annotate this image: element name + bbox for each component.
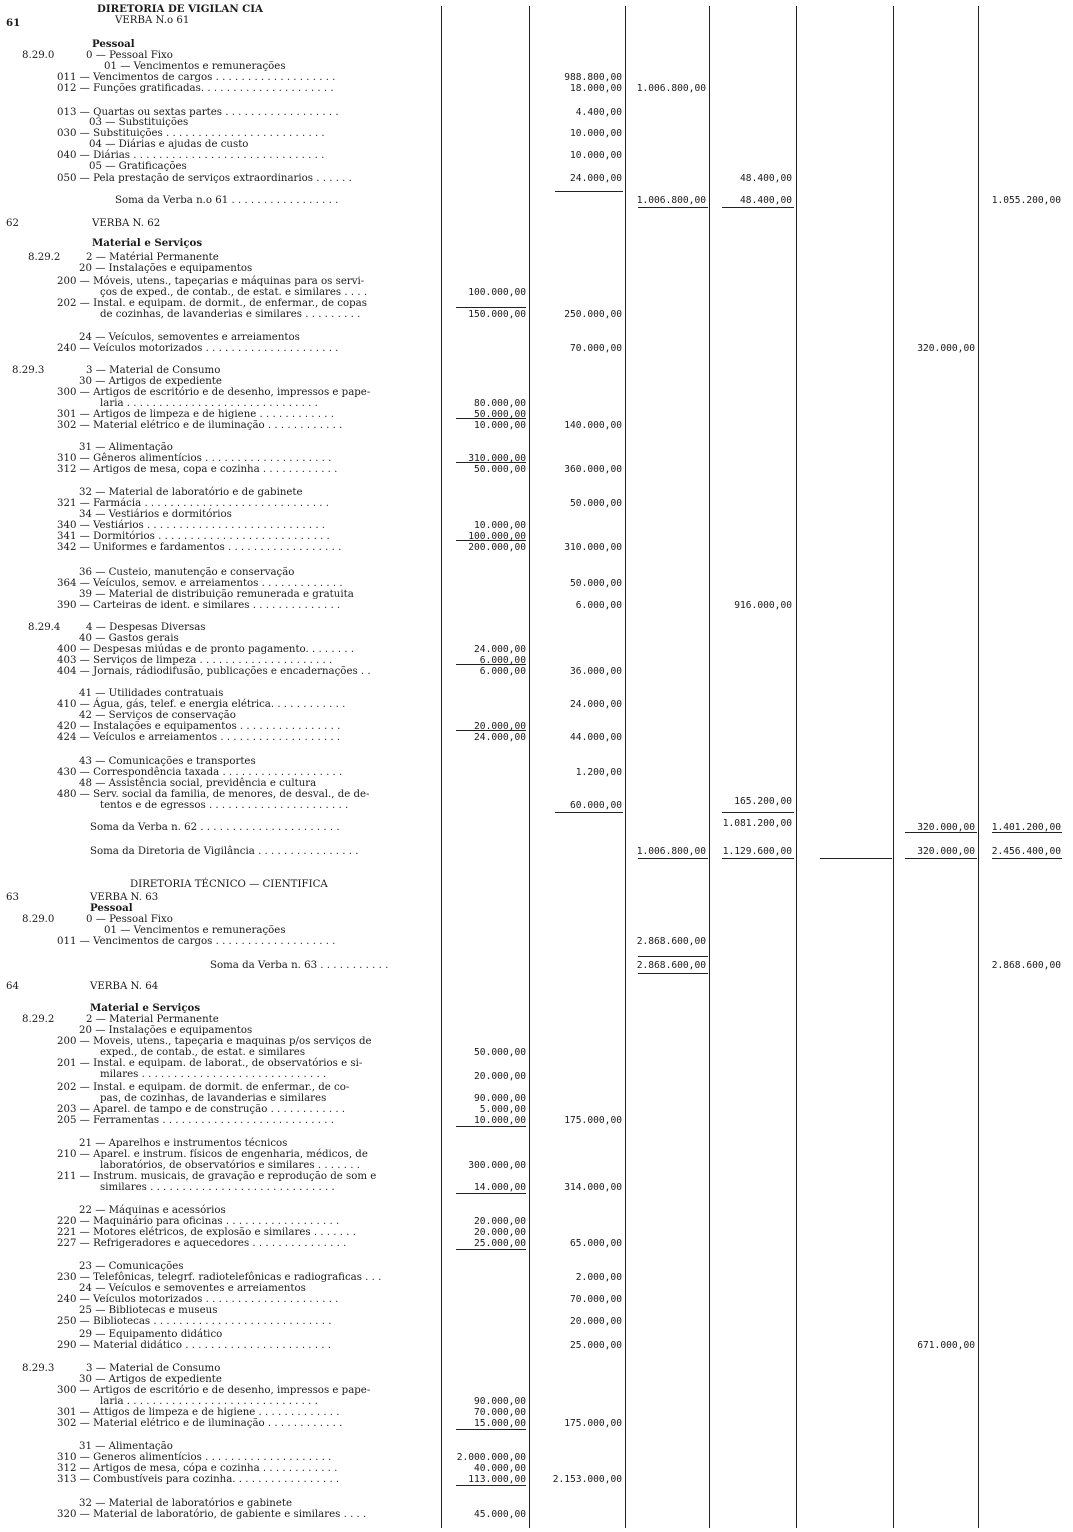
document-line: Soma da Verba n. 62 . . . . . . . . . . . . . . . . . . . . . .: [90, 822, 340, 833]
amount-value: 20.000,00: [570, 1316, 622, 1327]
document-line: 030 — Substituições . . . . . . . . . . . . . . . . . . . . . . . . .: [57, 128, 325, 139]
document-line: 40 — Gastos gerais: [79, 633, 179, 644]
document-line: 05 — Gratificações: [89, 161, 187, 172]
document-line: 03 — Substituições: [89, 117, 189, 128]
document-line: 313 — Combustíveis para cozinha. . . . . . . . . . . . . . . . .: [57, 1474, 340, 1485]
document-line: 202 — Instal. e equipam. de dormit. de enfermar., de co-: [57, 1082, 350, 1093]
subtotal-rule: [456, 1249, 526, 1250]
amount-value: 165.200,00: [734, 796, 792, 807]
amount-value: 6.000,00: [575, 600, 622, 611]
document-line: 012 — Funções gratificadas. . . . . . . . . . . . . . . . . . . . .: [57, 83, 334, 94]
document-line: 424 — Veículos e arreiamentos . . . . . . . . . . . . . . . . . . .: [57, 732, 341, 743]
document-line: VERBA N. 63: [90, 892, 159, 903]
document-line: 211 — Instrum. musicais, de gravação e reprodução de som e: [57, 1171, 377, 1182]
amount-value: 70.000,00: [474, 1407, 526, 1418]
amount-value: 10.000,00: [474, 1115, 526, 1126]
amount-value: 360.000,00: [564, 464, 622, 475]
document-line: DIRETORIA DE VIGILAN CIA: [97, 3, 263, 15]
document-line: tentos e de egressos . . . . . . . . . . . . . . . . . . . . . .: [100, 800, 349, 811]
amount-value: 2.868.600,00: [991, 960, 1061, 971]
amount-value: 90.000,00: [474, 1093, 526, 1104]
document-line: 250 — Bibliotecas . . . . . . . . . . . . . . . . . . . . . . . . . . . .: [57, 1316, 332, 1327]
document-line: 240 — Veículos motorizados . . . . . . . . . . . . . . . . . . . . .: [57, 343, 339, 354]
amount-value: 24.000,00: [570, 699, 622, 710]
document-line: pas, de cozinhas, de lavanderias e similares: [100, 1093, 327, 1104]
amount-value: 314.000,00: [564, 1182, 622, 1193]
document-line: 32 — Material de laboratórios e gabinete: [79, 1498, 292, 1509]
document-line: 30 — Artigos de expediente: [79, 376, 222, 387]
document-line: 63: [6, 892, 19, 903]
amount-value: 80.000,00: [474, 398, 526, 409]
subtotal-rule: [456, 1429, 526, 1430]
document-line: 3 — Material de Consumo: [86, 365, 221, 376]
document-line: 8.29.2: [28, 252, 61, 263]
amount-value: 175.000,00: [564, 1115, 622, 1126]
column-rule: [625, 6, 626, 1528]
amount-value: 250.000,00: [564, 309, 622, 320]
amount-value: 200.000,00: [468, 542, 526, 553]
document-line: 312 — Artigos de mesa, copa e cozinha . . . . . . . . . . . .: [57, 464, 338, 475]
document-line: 31 — Alimentação: [79, 1441, 173, 1452]
amount-value: 310.000,00: [468, 453, 526, 464]
amount-value: 20.000,00: [474, 1216, 526, 1227]
document-line: 013 — Quartas ou sextas partes . . . . . . . . . . . . . . . . . .: [57, 107, 339, 118]
amount-value: 20.000,00: [474, 1227, 526, 1238]
subtotal-rule: [638, 973, 708, 974]
document-line: 342 — Uniformes e fardamentos . . . . . . . . . . . . . . . . . .: [57, 542, 342, 553]
amount-value: 1.401.200,00: [991, 822, 1061, 833]
amount-value: 1.006.800,00: [636, 83, 706, 94]
column-rule: [441, 6, 442, 1528]
amount-value: 10.000,00: [570, 150, 622, 161]
subtotal-rule: [638, 858, 708, 859]
document-line: 42 — Serviços de conservação: [79, 710, 236, 721]
document-line: 240 — Veículos motorizados . . . . . . . . . . . . . . . . . . . . .: [57, 1294, 339, 1305]
document-line: 290 — Material didático . . . . . . . . . . . . . . . . . . . . . . .: [57, 1340, 331, 1351]
amount-value: 671.000,00: [917, 1340, 975, 1351]
amount-value: 10.000,00: [570, 128, 622, 139]
document-line: 202 — Instal. e equipam. de dormit., de enfermar., de copas: [57, 298, 367, 309]
amount-value: 18.000,00: [570, 83, 622, 94]
document-line: 320 — Material de laboratório, de gabiente e similares . . . .: [57, 1509, 367, 1520]
document-line: 8.29.0: [22, 914, 55, 925]
amount-value: 2.153.000,00: [552, 1474, 622, 1485]
document-line: 341 — Dormitórios . . . . . . . . . . . . . . . . . . . . . . . . . . .: [57, 531, 330, 542]
document-line: VERBA N.o 61: [115, 15, 190, 26]
subtotal-rule: [555, 812, 623, 813]
document-line: 404 — Jornais, rádiodifusão, publicações e encadernações . .: [57, 666, 371, 677]
document-line: 48 — Assistência social, previdência e cultura: [79, 778, 317, 789]
document-line: 011 — Vencimentos de cargos . . . . . . . . . . . . . . . . . . .: [57, 72, 336, 83]
amount-value: 2.456.400,00: [991, 846, 1061, 857]
document-line: 21 — Aparelhos e instrumentos técnicos: [79, 1138, 288, 1149]
subtotal-rule: [638, 956, 708, 957]
document-line: 39 — Material de distribuição remunerada e gratuita: [79, 589, 354, 600]
document-line: laria . . . . . . . . . . . . . . . . . . . . . . . . . . . . . .: [100, 398, 318, 409]
document-line: 221 — Motores elétricos, de explosão e similares . . . . . . .: [57, 1227, 356, 1238]
document-line: 64: [6, 981, 19, 992]
document-line: Soma da Diretoria de Vigilância . . . . . . . . . . . . . . . .: [90, 846, 359, 857]
document-line: 420 — Instalações e equipamentos . . . . . . . . . . . . . . . .: [57, 721, 341, 732]
document-line: 302 — Material elétrico e de iluminação . . . . . . . . . . . .: [57, 420, 343, 431]
amount-value: 2.000.000,00: [456, 1452, 526, 1463]
document-line: 230 — Telefônicas, telegrf. radiotelefônicas e radiograficas . . .: [57, 1272, 382, 1283]
amount-value: 2.868.600,00: [636, 936, 706, 947]
document-line: Material e Serviços: [92, 237, 203, 249]
document-line: 201 — Instal. e equipam. de laborat., de observatórios e si-: [57, 1058, 363, 1069]
document-line: 62: [6, 218, 19, 229]
document-line: 25 — Bibliotecas e museus: [79, 1305, 218, 1316]
amount-value: 175.000,00: [564, 1418, 622, 1429]
document-line: 321 — Farmácia . . . . . . . . . . . . . . . . . . . . . . . . . . . . .: [57, 498, 330, 509]
document-line: 24 — Veículos, semoventes e arreiamentos: [79, 332, 300, 343]
amount-value: 10.000,00: [474, 520, 526, 531]
amount-value: 70.000,00: [570, 343, 622, 354]
document-line: VERBA N. 64: [90, 981, 159, 992]
amount-value: 2.868.600,00: [636, 960, 706, 971]
amount-value: 40.000,00: [474, 1463, 526, 1474]
document-line: Pessoal: [92, 38, 135, 50]
document-line: 400 — Despesas miúdas e de pronto pagamento. . . . . . . .: [57, 644, 355, 655]
document-line: 302 — Material elétrico e de iluminação . . . . . . . . . . . .: [57, 1418, 343, 1429]
amount-value: 1.055.200,00: [991, 195, 1061, 206]
amount-value: 36.000,00: [570, 666, 622, 677]
document-line: 300 — Artigos de escritório e de desenho, impressos e pape-: [57, 387, 371, 398]
document-line: 050 — Pela prestação de serviços extraordinarios . . . . . .: [57, 173, 352, 184]
document-line: 312 — Artigos de mesa, cópa e cozinha . . . . . . . . . . . .: [57, 1463, 338, 1474]
document-line: 0 — Pessoal Fixo: [86, 50, 173, 61]
amount-value: 50.000,00: [474, 464, 526, 475]
amount-value: 10.000,00: [474, 420, 526, 431]
document-line: 30 — Artigos de expediente: [79, 1374, 222, 1385]
document-line: 01 — Vencimentos e remunerações: [104, 925, 286, 936]
amount-value: 5.000,00: [479, 1104, 526, 1115]
subtotal-rule: [722, 812, 794, 813]
amount-value: 150.000,00: [468, 309, 526, 320]
amount-value: 2.000,00: [575, 1272, 622, 1283]
document-line: 8.29.4: [28, 622, 61, 633]
document-line: milares . . . . . . . . . . . . . . . . . . . . . . . . . . . . .: [100, 1069, 327, 1080]
document-line: 20 — Instalações e equipamentos: [79, 263, 253, 274]
document-line: 29 — Equipamento didático: [79, 1329, 223, 1340]
document-line: Soma da Verba n. 63 . . . . . . . . . . .: [210, 960, 389, 971]
amount-value: 300.000,00: [468, 1160, 526, 1171]
amount-value: 25.000,00: [474, 1238, 526, 1249]
document-line: 04 — Diárias e ajudas de custo: [89, 139, 249, 150]
document-line: 310 — Generos alimentícios . . . . . . . . . . . . . . . . . . . .: [57, 1452, 332, 1463]
subtotal-rule: [992, 858, 1062, 859]
document-line: 430 — Correspondência taxada . . . . . . . . . . . . . . . . . . .: [57, 767, 343, 778]
document-line: 8.29.3: [22, 1363, 55, 1374]
document-line: 203 — Aparel. de tampo e de construção . . . . . . . . . . . .: [57, 1104, 346, 1115]
document-line: Material e Serviços: [90, 1002, 201, 1014]
amount-value: 140.000,00: [564, 420, 622, 431]
amount-value: 90.000,00: [474, 1396, 526, 1407]
document-line: 34 — Vestiários e dormitórios: [79, 509, 232, 520]
subtotal-rule: [638, 207, 708, 208]
document-line: 43 — Comunicações e transportes: [79, 756, 256, 767]
document-line: 480 — Serv. social da familia, de menores, de desval., de de-: [57, 789, 370, 800]
amount-value: 25.000,00: [570, 1340, 622, 1351]
document-line: 390 — Carteiras de ident. e similares . . . . . . . . . . . . . .: [57, 600, 341, 611]
amount-value: 6.000,00: [479, 655, 526, 666]
amount-value: 310.000,00: [564, 542, 622, 553]
column-rule: [978, 6, 979, 1528]
document-line: 340 — Vestiários . . . . . . . . . . . . . . . . . . . . . . . . . . . .: [57, 520, 326, 531]
amount-value: 44.000,00: [570, 732, 622, 743]
document-line: 0 — Pessoal Fixo: [86, 914, 173, 925]
subtotal-rule: [456, 307, 526, 308]
subtotal-rule: [456, 1485, 526, 1486]
document-line: 8.29.3: [12, 365, 45, 376]
column-rule: [529, 6, 530, 1528]
amount-value: 100.000,00: [468, 287, 526, 298]
document-line: 200 — Móveis, utens., tapeçarias e máquinas para os servi-: [57, 276, 365, 287]
subtotal-rule: [456, 1193, 526, 1194]
subtotal-rule: [905, 858, 977, 859]
document-line: de cozinhas, de lavanderias e similares . . . . . . . . .: [100, 309, 361, 320]
amount-value: 48.400,00: [740, 173, 792, 184]
document-line: 220 — Maquinário para oficinas . . . . . . . . . . . . . . . . . .: [57, 1216, 340, 1227]
amount-value: 100.000,00: [468, 531, 526, 542]
document-line: 403 — Serviços de limpeza . . . . . . . . . . . . . . . . . . . . .: [57, 655, 333, 666]
amount-value: 4.400,00: [575, 107, 622, 118]
document-line: 040 — Diárias . . . . . . . . . . . . . . . . . . . . . . . . . . . . . .: [57, 150, 325, 161]
amount-value: 320.000,00: [917, 846, 975, 857]
amount-value: 70.000,00: [570, 1294, 622, 1305]
document-line: 227 — Refrigeradores e aquecedores . . . . . . . . . . . . . . .: [57, 1238, 347, 1249]
amount-value: 14.000,00: [474, 1182, 526, 1193]
amount-value: 1.006.800,00: [636, 195, 706, 206]
document-line: 8.29.2: [22, 1014, 55, 1025]
document-line: 300 — Artigos de escritório e de desenho, impressos e pape-: [57, 1385, 371, 1396]
document-line: VERBA N. 62: [92, 218, 161, 229]
amount-value: 1.081.200,00: [722, 818, 792, 829]
amount-value: 916.000,00: [734, 600, 792, 611]
column-rule: [796, 6, 797, 1528]
document-line: ços de exped., de contab., de estat. e similares . . . .: [100, 287, 368, 298]
document-line: similares . . . . . . . . . . . . . . . . . . . . . . . . . . . . .: [100, 1182, 335, 1193]
amount-value: 1.129.600,00: [722, 846, 792, 857]
subtotal-rule: [722, 207, 794, 208]
document-line: 4 — Despesas Diversas: [86, 622, 206, 633]
subtotal-rule: [820, 858, 892, 859]
document-line: 205 — Ferramentas . . . . . . . . . . . . . . . . . . . . . . . . . . .: [57, 1115, 334, 1126]
amount-value: 988.800,00: [564, 72, 622, 83]
amount-value: 48.400,00: [740, 195, 792, 206]
document-line: laboratórios, de observatórios e similares . . . . . . .: [100, 1160, 360, 1171]
amount-value: 6.000,00: [479, 666, 526, 677]
document-line: 410 — Água, gás, telef. e energia elétrica. . . . . . . . . . . .: [57, 699, 346, 710]
subtotal-rule: [555, 191, 623, 192]
document-line: 364 — Veículos, semov. e arreiamentos . . . . . . . . . . . . .: [57, 578, 343, 589]
subtotal-rule: [722, 858, 794, 859]
document-line: 24 — Veículos e semoventes e arreiamentos: [79, 1283, 306, 1294]
document-line: 8.29.0: [22, 50, 55, 61]
document-line: 31 — Alimentação: [79, 442, 173, 453]
document-line: 32 — Material de laboratório e de gabinete: [79, 487, 303, 498]
subtotal-rule: [456, 1126, 526, 1127]
amount-value: 50.000,00: [474, 409, 526, 420]
document-line: Soma da Verba n.o 61 . . . . . . . . . . . . . . . . .: [115, 195, 339, 206]
amount-value: 24.000,00: [474, 644, 526, 655]
amount-value: 50.000,00: [570, 578, 622, 589]
amount-value: 320.000,00: [917, 822, 975, 833]
amount-value: 24.000,00: [570, 173, 622, 184]
amount-value: 1.200,00: [575, 767, 622, 778]
document-line: exped., de contab., de estat. e similares: [100, 1047, 306, 1058]
column-rule: [709, 6, 710, 1528]
document-line: 3 — Material de Consumo: [86, 1363, 221, 1374]
document-line: 210 — Aparel. e instrum. físicos de engenharia, médicos, de: [57, 1149, 368, 1160]
document-line: 2 — Material Permanente: [86, 1014, 219, 1025]
amount-value: 45.000,00: [474, 1509, 526, 1520]
amount-value: 320.000,00: [917, 343, 975, 354]
document-line: laria . . . . . . . . . . . . . . . . . . . . . . . . . . . . . .: [100, 1396, 318, 1407]
amount-value: 60.000,00: [570, 800, 622, 811]
amount-value: 20.000,00: [474, 721, 526, 732]
document-line: DIRETORIA TÉCNICO — CIENTIFICA: [130, 879, 328, 890]
document-line: 01 — Vencimentos e remunerações: [104, 61, 286, 72]
document-line: 36 — Custeio, manutenção e conservação: [79, 567, 295, 578]
document-line: 23 — Comunicações: [79, 1261, 184, 1272]
column-rule: [893, 6, 894, 1528]
document-line: 41 — Utilidades contratuais: [79, 688, 224, 699]
amount-value: 113.000,00: [468, 1474, 526, 1485]
document-line: 22 — Máquinas e acessórios: [79, 1205, 226, 1216]
amount-value: 65.000,00: [570, 1238, 622, 1249]
document-line: 2 — Matérial Permanente: [86, 252, 219, 263]
document-line: 61: [6, 17, 21, 29]
amount-value: 50.000,00: [570, 498, 622, 509]
amount-value: 50.000,00: [474, 1047, 526, 1058]
document-line: 310 — Gêneros alimentícios . . . . . . . . . . . . . . . . . . . .: [57, 453, 332, 464]
document-line: 301 — Artigos de limpeza e de higiene . . . . . . . . . . . .: [57, 409, 334, 420]
document-line: 200 — Moveis, utens., tapeçaria e maquinas p/os serviços de: [57, 1036, 372, 1047]
document-line: 301 — Attigos de limpeza e de higiene . . . . . . . . . . . . .: [57, 1407, 340, 1418]
document-line: Pessoal: [90, 902, 133, 914]
amount-value: 20.000,00: [474, 1071, 526, 1082]
document-line: 011 — Vencimentos de cargos . . . . . . . . . . . . . . . . . . .: [57, 936, 336, 947]
amount-value: 1.006.800,00: [636, 846, 706, 857]
amount-value: 24.000,00: [474, 732, 526, 743]
document-line: 20 — Instalações e equipamentos: [79, 1025, 253, 1036]
amount-value: 15.000,00: [474, 1418, 526, 1429]
